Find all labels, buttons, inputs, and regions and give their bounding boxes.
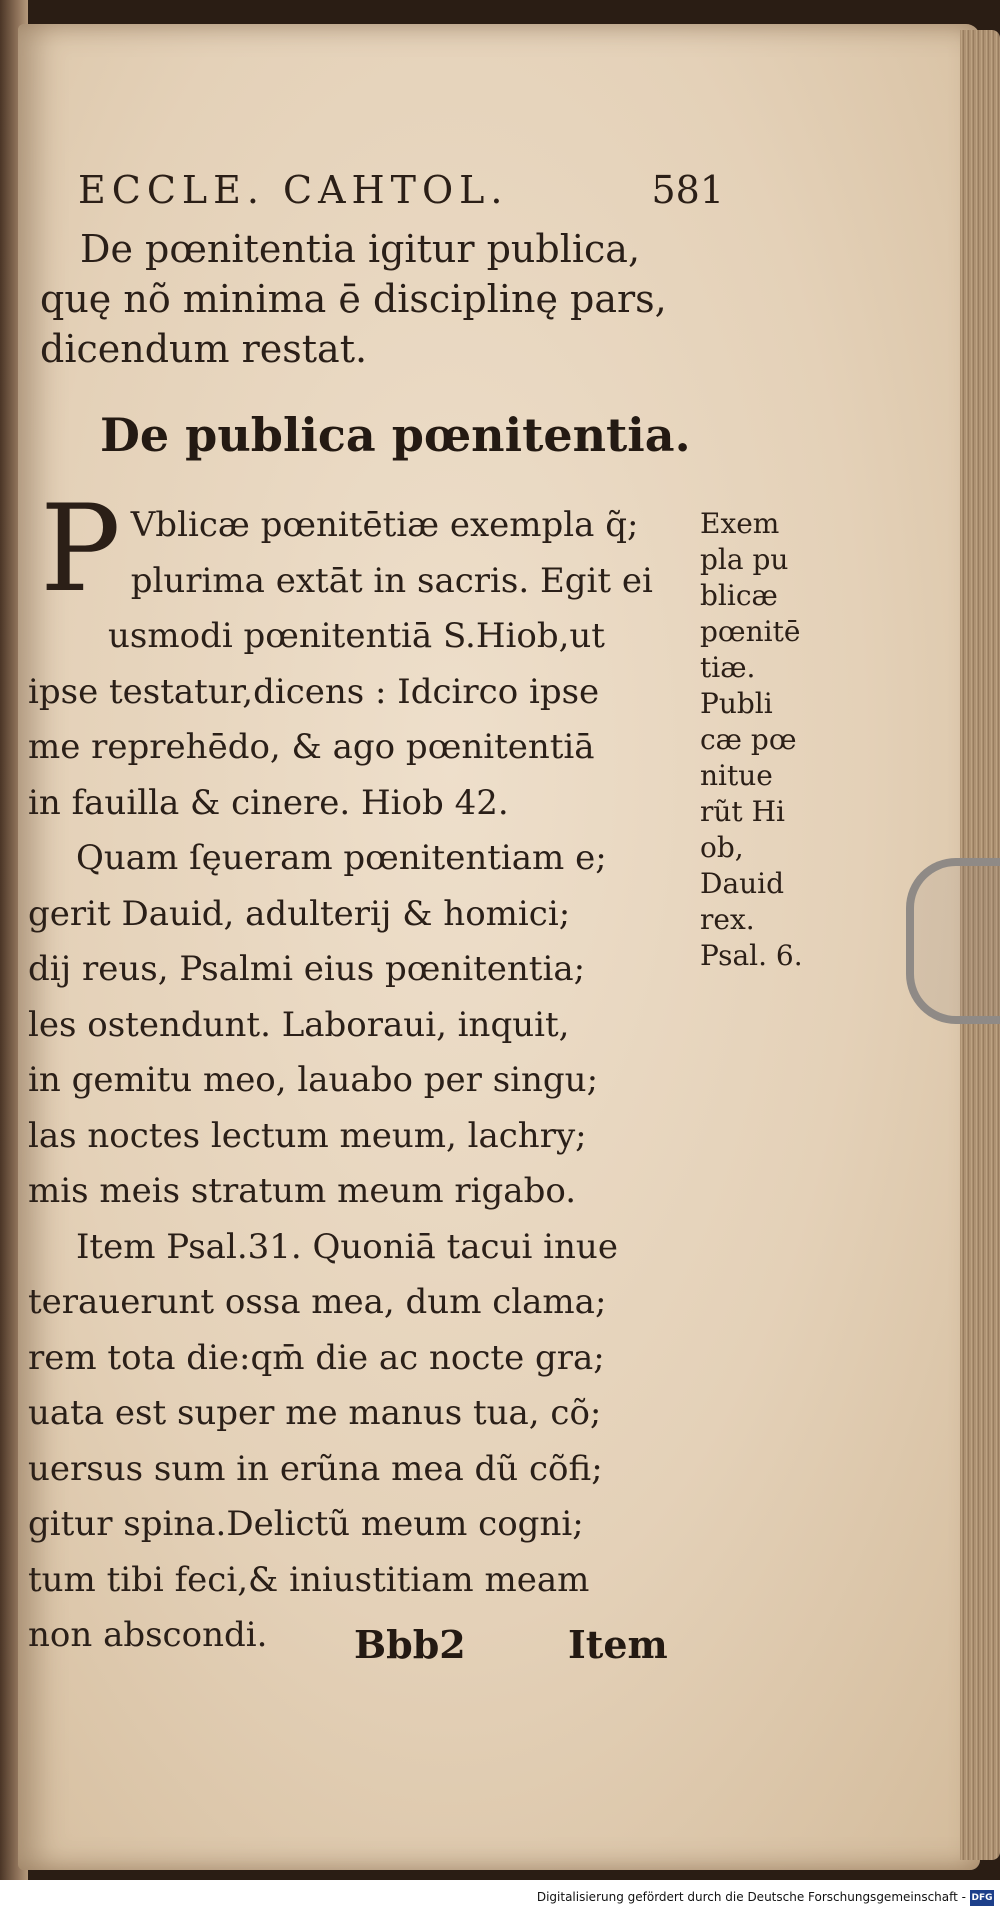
running-head-title: ECCLE. CAHTOL. — [78, 168, 509, 212]
body-line: plurima extāt in sacris. Egit ei — [130, 560, 653, 601]
marginal-note-line: pla pu — [700, 543, 789, 576]
marginal-notes — [700, 506, 830, 974]
page-number: 581 — [651, 168, 724, 212]
body-line: in gemitu meo, lauabo per singu; — [28, 1060, 599, 1100]
body-line: non abscondi. — [28, 1615, 268, 1655]
body-line: uata est super me manus tua, cõ; — [28, 1393, 602, 1433]
marginal-note-line: Dauid — [700, 867, 785, 900]
body-line: dij reus, Psalmi eius pœnitentia; — [28, 949, 586, 989]
body-text — [28, 480, 678, 1664]
marginal-note-line: tiæ. — [700, 651, 756, 684]
marginal-note-line: ob, — [700, 831, 744, 864]
body-line: gerit Dauid, adulterij & homici; — [28, 893, 571, 934]
marginal-note-line: rex. — [700, 903, 755, 936]
intro-paragraph — [40, 224, 720, 374]
body-line: Item Psal.31. Quoniā tacui inue — [76, 1226, 618, 1267]
body-line: Vblicæ pœnitētiæ exempla q̃; — [130, 505, 639, 545]
body-line: ipse testatur,dicens : Idcirco ipse — [28, 671, 600, 712]
marginal-note-line: Publi — [700, 687, 773, 720]
marginal-note-line: Psal. 6. — [700, 939, 803, 972]
drop-cap: P — [40, 480, 121, 619]
marginal-note-line: blicæ — [700, 579, 778, 612]
marginal-note-line: rũt Hi — [700, 795, 785, 828]
body-line: Quam ſęueram pœnitentiam e; — [76, 838, 607, 878]
body-line: gitur spina.Delictũ meum cogni; — [28, 1504, 584, 1544]
body-line: tum tibi feci,& iniustitiam meam — [28, 1559, 590, 1600]
body-line: les ostendunt. Laboraui, inquit, — [28, 1004, 570, 1045]
catchword: Item — [568, 1622, 668, 1667]
marginal-note-line: pœnitē — [700, 615, 801, 648]
book-clasp — [906, 858, 1000, 1024]
body-line: me reprehēdo, & ago pœnitentiā — [28, 727, 595, 767]
body-line: terauerunt ossa mea, dum clama; — [28, 1282, 607, 1322]
marginal-note-line: nitue — [700, 759, 773, 792]
intro-line: De pœnitentia igitur publica, — [80, 227, 641, 271]
intro-line: quę nõ minima ē disciplinę pars, — [40, 277, 667, 321]
body-line: in fauilla & cinere. Hiob 42. — [28, 782, 509, 823]
credit-text: Digitalisierung gefördert durch die Deutsche Forschungsgemeinschaft - — [536, 1890, 966, 1904]
body-line: las noctes lectum meum, lachry; — [28, 1115, 587, 1156]
section-heading: De publica pœnitentia. — [100, 408, 691, 462]
signature-mark: Bbb2 — [354, 1622, 466, 1667]
dfg-logo: DFG — [970, 1890, 994, 1906]
body-line: mis meis stratum meum rigabo. — [28, 1171, 577, 1211]
body-line: uersus sum in erũna mea dũ cõfi; — [28, 1448, 603, 1489]
credit-bar — [0, 1880, 1000, 1912]
intro-line: dicendum restat. — [40, 327, 368, 371]
body-line: rem tota die:qm̄ die ac nocte gra; — [28, 1337, 605, 1378]
marginal-note-line: Exem — [700, 507, 780, 540]
body-line: usmodi pœnitentiā S.Hiob,ut — [108, 616, 605, 656]
running-head — [78, 168, 724, 212]
marginal-note-line: cæ pœ — [700, 723, 797, 756]
